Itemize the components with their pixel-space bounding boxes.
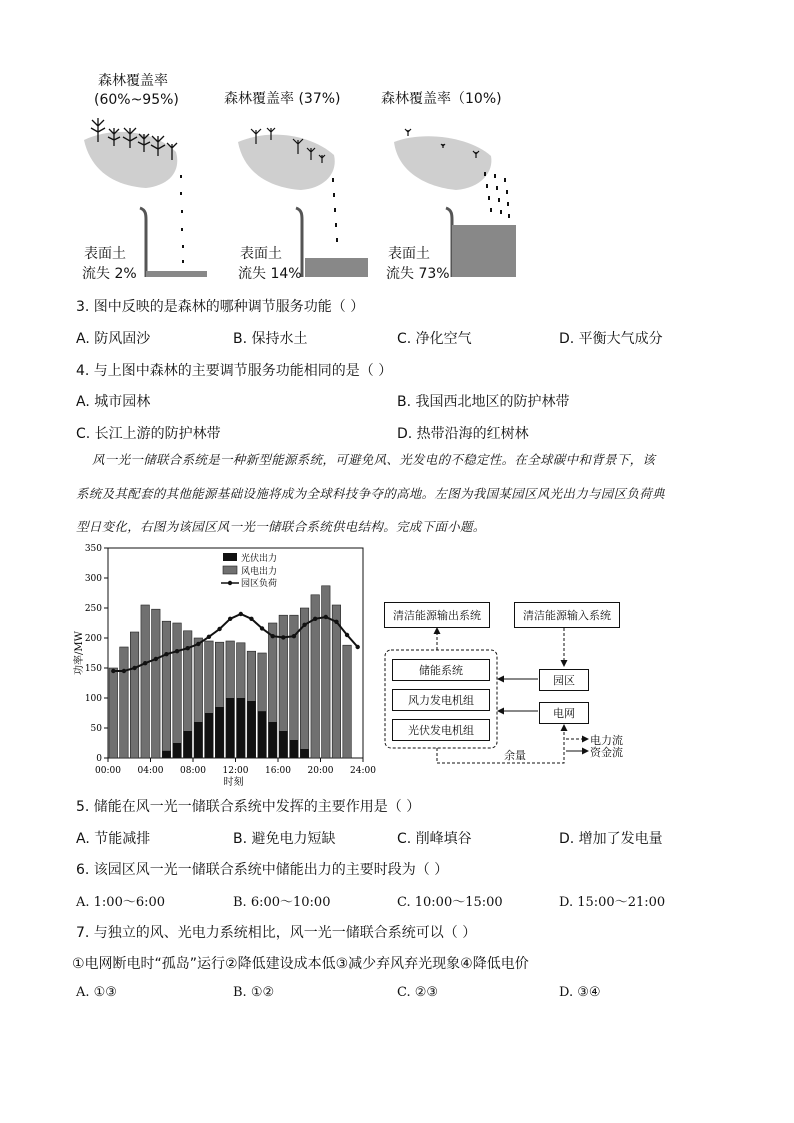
q7-option-a[interactable]: A. ①③ — [76, 985, 117, 1000]
solar-bar — [237, 698, 246, 758]
q5-option-d[interactable]: D. 增加了发电量 — [559, 831, 663, 847]
soil-loss-bar-panel1 — [146, 271, 207, 277]
solar-bar — [279, 731, 288, 758]
q5-option-a[interactable]: A. 节能减排 — [76, 831, 151, 847]
supply-diagram — [382, 598, 642, 766]
x-tick-label: 08:00 — [180, 766, 206, 776]
legend-wind-swatch — [223, 566, 237, 574]
load-point — [292, 634, 296, 638]
x-tick-label: 12:00 — [222, 766, 249, 776]
load-point — [324, 615, 328, 619]
q4-option-b[interactable]: B. 我国西北地区的防护林带 — [397, 394, 570, 410]
q4-stem: 4. 与上图中森林的主要调节服务功能相同的是（ ） — [76, 363, 393, 379]
panel3-coverage: 森林覆盖率（10%) — [381, 91, 502, 107]
y-tick-label: 50 — [90, 724, 102, 734]
runoff-drops-panel1 — [180, 175, 184, 263]
wind-box: 风力发电机组 — [392, 689, 490, 711]
solar-bar — [258, 711, 267, 758]
solar-bar — [162, 751, 171, 758]
legend-load-label: 园区负荷 — [241, 579, 278, 589]
q6-stem: 6. 该园区风一光一储联合系统中储能出力的主要时段为（ ） — [76, 862, 449, 878]
y-tick-label: 200 — [84, 634, 102, 644]
wind-bar — [130, 632, 139, 758]
load-point — [355, 645, 359, 649]
panel3-soil-line2: 流失 73% — [386, 266, 450, 282]
load-point — [239, 612, 243, 616]
load-point — [302, 623, 306, 627]
panel1-coverage-line1: 森林覆盖率 — [98, 73, 168, 89]
x-tick-label: 24:00 — [350, 766, 376, 776]
panel1-coverage-line2: (60%~95%) — [94, 92, 179, 108]
solar-bar — [173, 743, 182, 758]
forest-soil-figure — [76, 60, 536, 285]
x-tick-label: 20:00 — [307, 766, 334, 776]
q5-stem: 5. 储能在风一光一储联合系统中发挥的主要作用是（ ） — [76, 799, 421, 815]
legend-solar-label: 光伏出力 — [241, 554, 278, 564]
legend-money-label: 资金流 — [590, 746, 623, 759]
soil-loss-bar-panel2 — [305, 258, 368, 277]
load-point — [260, 626, 264, 630]
y-tick-label: 100 — [84, 694, 102, 704]
x-tick-label: 04:00 — [137, 766, 164, 776]
wind-bar — [343, 645, 352, 758]
panel2-coverage: 森林覆盖率 (37%) — [224, 91, 341, 107]
q7-option-b[interactable]: B. ①② — [233, 985, 275, 1000]
q7-statements: ①电网断电时“孤岛”运行②降低建设成本低③减少弃风弃光现象④降低电价 — [72, 956, 529, 972]
load-point — [270, 634, 274, 638]
q3-stem: 3. 图中反映的是森林的哪种调节服务功能（ ） — [76, 299, 365, 315]
solar-bar — [268, 722, 277, 758]
y-tick-label: 300 — [84, 574, 102, 584]
q6-option-d[interactable]: D. 15:00～21:00 — [559, 895, 666, 910]
load-line — [113, 614, 357, 671]
load-point — [334, 620, 338, 624]
load-point — [164, 652, 168, 656]
passage-line-3: 型日变化，右图为该园区风一光一储联合系统供电结构。完成下面小题。 — [76, 519, 486, 534]
q3-option-c[interactable]: C. 净化空气 — [397, 331, 472, 347]
wind-bar — [300, 608, 309, 758]
load-point — [143, 661, 147, 665]
storage-box: 储能系统 — [392, 659, 490, 681]
load-point — [313, 617, 317, 621]
basin-wall-panel3 — [446, 208, 452, 277]
load-point — [207, 635, 211, 639]
solar-bar — [194, 722, 203, 758]
panel1-soil-line1: 表面土 — [84, 246, 126, 262]
basin-wall-panel1 — [140, 208, 146, 277]
x-tick-label: 00:00 — [95, 766, 121, 776]
x-axis-label: 时刻 — [223, 777, 244, 788]
solar-bar — [226, 698, 235, 758]
park-box: 园区 — [539, 669, 589, 691]
q7-stem: 7. 与独立的风、光电力系统相比，风一光一储联合系统可以（ ） — [76, 925, 477, 941]
panel3-soil-line1: 表面土 — [388, 246, 430, 262]
wind-bar — [152, 609, 161, 758]
load-point — [249, 617, 253, 621]
solar-box: 光伏发电机组 — [392, 719, 490, 741]
q5-option-b[interactable]: B. 避免电力短缺 — [233, 831, 336, 847]
q4-option-a[interactable]: A. 城市园林 — [76, 394, 151, 410]
input-system-box: 清洁能源输入系统 — [514, 602, 620, 628]
wind-bar — [162, 621, 171, 758]
q3-option-a[interactable]: A. 防风固沙 — [76, 331, 151, 347]
solar-bar — [205, 713, 214, 758]
load-point — [228, 617, 232, 621]
hill-panel2 — [238, 135, 335, 190]
y-tick-label: 150 — [84, 664, 102, 674]
power-chart — [72, 540, 376, 790]
load-point — [345, 633, 349, 637]
q6-option-a[interactable]: A. 1:00～6:00 — [76, 895, 166, 910]
wind-bar — [120, 647, 129, 758]
surplus-label: 余量 — [504, 749, 526, 762]
load-point — [111, 669, 115, 673]
wind-bar — [141, 605, 150, 758]
wind-bar — [332, 605, 341, 758]
q6-option-b[interactable]: B. 6:00～10:00 — [233, 895, 331, 910]
runoff-drops-panel3 — [484, 172, 510, 218]
grid-box: 电网 — [539, 702, 589, 724]
solar-bar — [215, 707, 224, 758]
y-tick-label: 350 — [84, 544, 102, 554]
q3-option-b[interactable]: B. 保持水土 — [233, 331, 308, 347]
panel2-soil-line2: 流失 14% — [238, 266, 302, 282]
passage-line-2: 系统及其配套的其他能源基础设施将成为全球科技争夺的高地。左图为我国某园区风光出力与园区负荷典 — [76, 486, 665, 501]
load-point — [281, 635, 285, 639]
load-point — [154, 657, 158, 661]
y-axis-label: 功率/MW — [74, 631, 85, 675]
output-system-box: 清洁能源输出系统 — [384, 602, 490, 628]
solar-bar — [247, 701, 256, 758]
load-point — [122, 669, 126, 673]
panel1-soil-line2: 流失 2% — [82, 266, 137, 282]
load-point — [196, 642, 200, 646]
load-point — [132, 666, 136, 670]
solar-bar — [290, 740, 299, 758]
q4-option-d[interactable]: D. 热带沿海的红树林 — [397, 426, 529, 442]
q5-option-c[interactable]: C. 削峰填谷 — [397, 831, 472, 847]
wind-bar — [173, 623, 182, 758]
x-tick-label: 16:00 — [265, 766, 291, 776]
load-point — [175, 649, 179, 653]
q6-option-c[interactable]: C. 10:00～15:00 — [397, 895, 503, 910]
legend-solar-swatch — [223, 553, 237, 561]
q7-option-c[interactable]: C. ②③ — [397, 985, 439, 1000]
solar-bar — [300, 749, 309, 758]
forest-illustration — [76, 60, 536, 285]
q4-option-c[interactable]: C. 长江上游的防护林带 — [76, 426, 221, 442]
load-point — [217, 627, 221, 631]
panel2-soil-line1: 表面土 — [240, 246, 282, 262]
basin-wall-panel2 — [296, 208, 302, 277]
q3-option-d[interactable]: D. 平衡大气成分 — [559, 331, 663, 347]
y-tick-label: 0 — [96, 754, 102, 764]
wind-bar — [109, 668, 118, 758]
solar-bar — [183, 731, 192, 758]
legend-wind-label: 风电出力 — [241, 567, 278, 577]
load-point — [185, 646, 189, 650]
passage-line-1: 风一光一储联合系统是一种新型能源系统，可避免风、光发电的不稳定性。在全球碳中和背景下，该 — [92, 452, 656, 467]
soil-loss-bar-panel3 — [452, 225, 516, 277]
y-tick-label: 250 — [84, 604, 102, 614]
legend-load-marker — [228, 581, 232, 585]
wind-bar — [322, 586, 331, 758]
q7-option-d[interactable]: D. ③④ — [559, 985, 601, 1000]
runoff-drops-panel2 — [332, 178, 338, 242]
legend-power-label: 电力流 — [590, 734, 623, 747]
